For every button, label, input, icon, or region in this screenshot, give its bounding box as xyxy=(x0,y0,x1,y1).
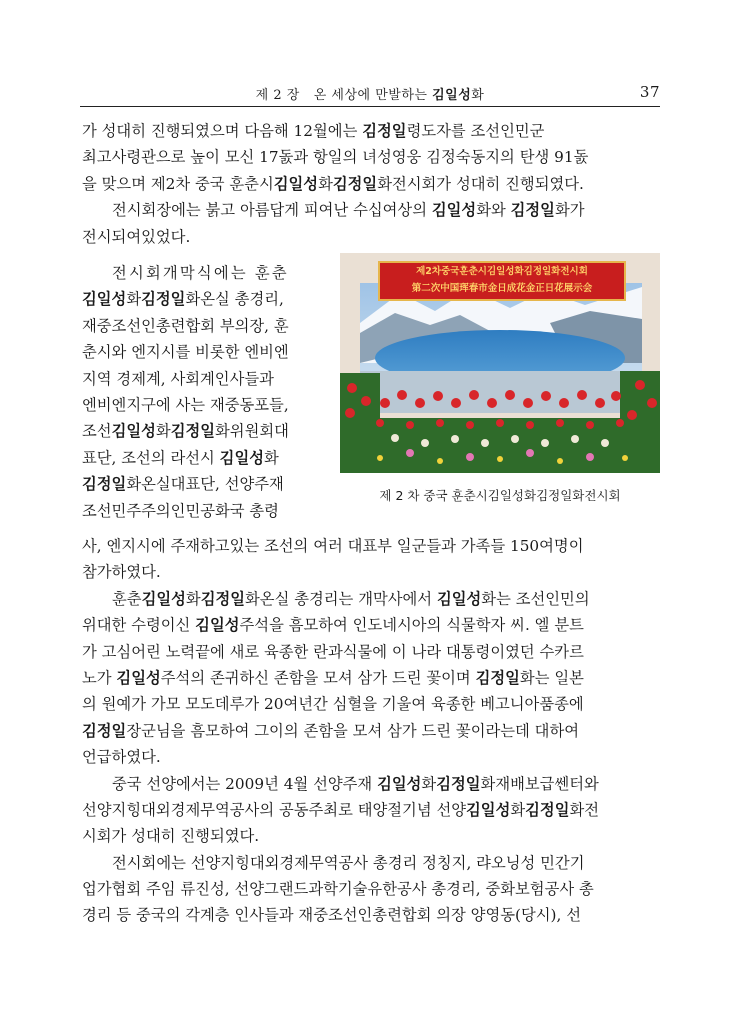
body-text-bottom xyxy=(82,533,660,929)
text-line: 재중조선인총련합회 부의장, 훈 xyxy=(82,316,289,335)
exhibition-photo xyxy=(340,253,660,473)
text-line: 전시되여있었다. xyxy=(82,227,191,246)
text-line: 가 고심어린 노력끝에 새로 육종한 란과식물에 이 나라 대통령이였던 수카르 xyxy=(82,642,584,661)
section-title: 온 세상에 만발하는 xyxy=(313,88,428,103)
chapter-label: 제 2 장 xyxy=(255,88,300,103)
text-line: 참가하였다. xyxy=(82,563,161,582)
text-line: 시회가 성대히 진행되였다. xyxy=(82,827,260,846)
text-line: 김정일장군님을 흠모하여 그이의 존함을 모셔 삼가 드린 꽃이라는데 대하여 xyxy=(82,721,579,740)
text-line: 최고사령관으로 높이 모신 17돐과 항일의 녀성영웅 김정숙동지의 탄생 91돐 xyxy=(82,148,589,167)
banner-line-korean: 제2차중국훈춘시김일성화김정일화전시회 xyxy=(416,266,588,277)
text-line: 전시회장에는 붉고 아름답게 피여난 수십여상의 김일성화와 김정일화가 xyxy=(112,201,585,220)
text-line: 조선민주주의인민공화국 총령 xyxy=(82,501,279,520)
text-line: 을 맞으며 제2차 중국 훈춘시김일성화김정일화전시회가 성대히 진행되였다. xyxy=(82,174,584,193)
page-number: 37 xyxy=(639,83,660,101)
text-line: 경리 등 중국의 각계층 인사들과 재중조선인총련합회 의장 양영동(당시), 선 xyxy=(82,906,582,925)
header-title xyxy=(80,84,660,103)
photo-caption: 제 2 차 중국 훈춘시김일성화김정일화전시회 xyxy=(379,488,621,503)
text-line: 표단, 조선의 라선시 김일성화 xyxy=(82,448,279,467)
section-title-name: 김일성 xyxy=(432,88,472,103)
text-line: 의 원예가 가모 모도데루가 20여년간 심혈을 기울여 육종한 베고니아품종에 xyxy=(82,695,584,714)
text-line: 노가 김일성주석의 존귀하신 존함을 모셔 삼가 드린 꽃이며 김정일화는 일본 xyxy=(82,668,584,687)
text-line: 언급하였다. xyxy=(82,748,161,767)
running-header xyxy=(80,80,660,107)
text-line: 선양지힝대외경제무역공사의 공동주최로 태양절기념 선양김일성화김정일화전 xyxy=(82,800,600,819)
text-line: 전시회개막식에는 훈춘 xyxy=(112,264,289,282)
text-line: 조선김일성화김정일화위원회대 xyxy=(82,422,289,441)
text-line: 김일성화김정일화온실 총경리, xyxy=(82,290,284,309)
banner-line-chinese: 第二次中国珲春市金日成花金正日花展示会 xyxy=(411,283,593,294)
text-line: 엔비엔지구에 사는 재중동포들, xyxy=(82,395,289,414)
body-text-top xyxy=(82,118,660,250)
text-line: 중국 선양에서는 2009년 4월 선양주재 김일성화김정일화재배보급쎈터와 xyxy=(112,774,599,793)
section-title-end: 화 xyxy=(471,88,485,103)
text-line: 지역 경제계, 사회계인사들과 xyxy=(82,369,274,388)
text-line: 전시회에는 선양지힝대외경제무역공사 총경리 정칭지, 랴오닝성 민간기 xyxy=(112,853,585,872)
text-line: 업가협회 주임 류진성, 선양그랜드과학기술유한공사 총경리, 중화보험공사 총 xyxy=(82,880,594,899)
name-kim-jong-il: 김정일 xyxy=(362,122,407,140)
text-line: 위대한 수령이신 김일성주석을 흠모하여 인도네시아의 식물학자 씨. 엘 분트 xyxy=(82,616,584,635)
exhibition-banner xyxy=(378,261,626,301)
text-line: 김정일화온실대표단, 선양주재 xyxy=(82,475,284,494)
text-line: 가 성대히 진행되였으며 다음해 12월에는 김정일령도자를 조선인민군 xyxy=(82,122,545,140)
body-text-column xyxy=(82,260,322,524)
text-line: 사, 엔지시에 주재하고있는 조선의 여러 대표부 일군들과 가족들 150여명이 xyxy=(82,537,584,555)
text-line: 훈춘김일성화김정일화온실 총경리는 개막사에서 김일성화는 조선인민의 xyxy=(112,589,590,608)
text-line: 춘시와 엔지시를 비롯한 엔비엔 xyxy=(82,343,289,362)
